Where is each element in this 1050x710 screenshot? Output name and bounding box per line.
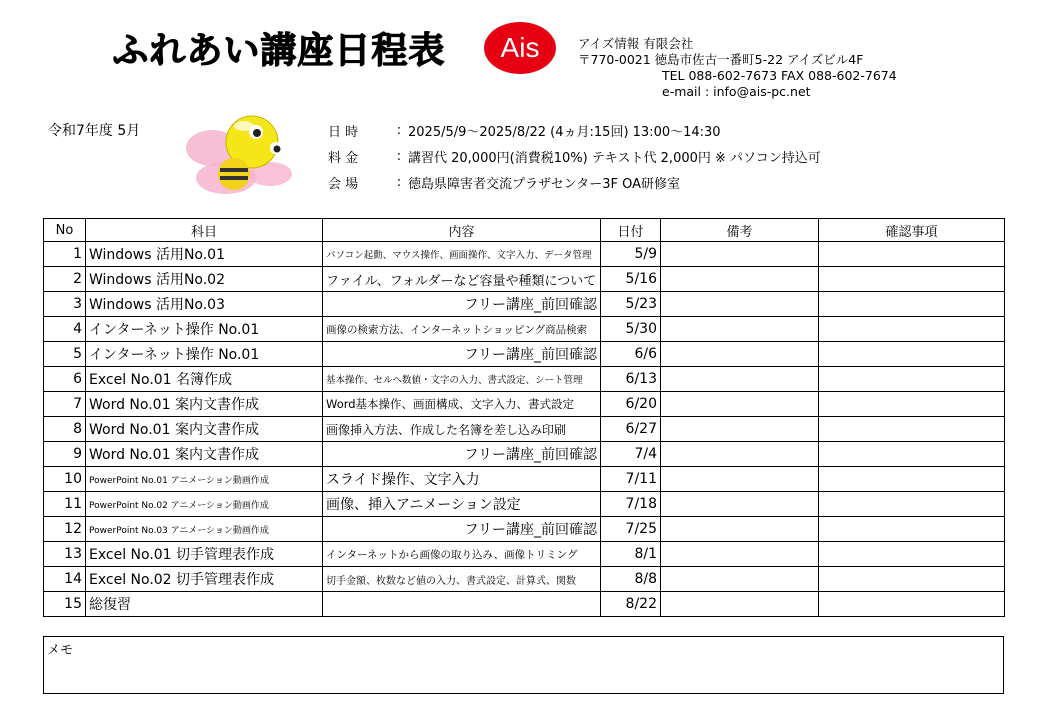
row-confirmation xyxy=(819,442,1005,467)
table-row xyxy=(44,317,1005,342)
row-no: 8 xyxy=(44,417,86,442)
row-date: 8/8 xyxy=(601,567,661,592)
row-no: 15 xyxy=(44,592,86,617)
row-content: スライド操作、文字入力 xyxy=(323,467,601,492)
row-no: 1 xyxy=(44,242,86,267)
row-subject: Word No.01 案内文書作成 xyxy=(86,392,323,417)
row-confirmation xyxy=(819,242,1005,267)
row-no: 11 xyxy=(44,492,86,517)
row-subject: Excel No.02 切手管理表作成 xyxy=(86,567,323,592)
table-header-row xyxy=(44,219,1005,242)
row-confirmation xyxy=(819,317,1005,342)
row-remarks xyxy=(661,442,819,467)
header-confirmation: 確認事項 xyxy=(819,219,1005,242)
row-no: 13 xyxy=(44,542,86,567)
table-row xyxy=(44,292,1005,317)
row-remarks xyxy=(661,517,819,542)
row-date: 8/22 xyxy=(601,592,661,617)
row-content: 切手金額、枚数など値の入力、書式設定、計算式、関数 xyxy=(323,567,601,592)
row-no: 5 xyxy=(44,342,86,367)
row-remarks xyxy=(661,242,819,267)
row-date: 5/30 xyxy=(601,317,661,342)
table-row xyxy=(44,392,1005,417)
row-remarks xyxy=(661,367,819,392)
row-remarks xyxy=(661,342,819,367)
row-subject: Windows 活用No.01 xyxy=(86,242,323,267)
row-date: 6/20 xyxy=(601,392,661,417)
row-remarks xyxy=(661,292,819,317)
row-remarks xyxy=(661,267,819,292)
table-row xyxy=(44,467,1005,492)
info-fee-label: 料 金 xyxy=(328,150,359,166)
row-remarks xyxy=(661,567,819,592)
row-content: フリー講座_前回確認 xyxy=(323,292,601,317)
company-name: アイズ情報 有限会社 xyxy=(578,36,694,51)
company-email: e-mail : info@ais-pc.net xyxy=(662,84,811,99)
row-confirmation xyxy=(819,342,1005,367)
schedule-table xyxy=(43,218,1005,617)
row-remarks xyxy=(661,417,819,442)
row-date: 6/13 xyxy=(601,367,661,392)
row-subject: PowerPoint No.03 アニメーション動画作成 xyxy=(86,517,323,542)
row-date: 8/1 xyxy=(601,542,661,567)
row-no: 12 xyxy=(44,517,86,542)
row-no: 14 xyxy=(44,567,86,592)
table-row xyxy=(44,342,1005,367)
info-schedule-label: 日 時 xyxy=(328,124,359,140)
table-row xyxy=(44,567,1005,592)
row-content: Word基本操作、画面構成、文字入力、書式設定 xyxy=(323,392,601,417)
row-no: 3 xyxy=(44,292,86,317)
row-date: 5/9 xyxy=(601,242,661,267)
row-remarks xyxy=(661,542,819,567)
header-remarks: 備考 xyxy=(661,219,819,242)
row-subject: PowerPoint No.02 アニメーション動画作成 xyxy=(86,492,323,517)
row-confirmation xyxy=(819,542,1005,567)
row-subject: Windows 活用No.03 xyxy=(86,292,323,317)
row-subject: Excel No.01 切手管理表作成 xyxy=(86,542,323,567)
info-schedule: 日 時 : 2025/5/9〜2025/8/22 (4ヵ月:15回) 13:00〜14:30 xyxy=(328,122,721,140)
table-row xyxy=(44,492,1005,517)
row-remarks xyxy=(661,492,819,517)
row-subject: Windows 活用No.02 xyxy=(86,267,323,292)
row-confirmation xyxy=(819,592,1005,617)
header-no: No xyxy=(44,219,86,242)
row-confirmation xyxy=(819,292,1005,317)
bee-mascot-icon xyxy=(182,112,300,196)
row-no: 9 xyxy=(44,442,86,467)
row-no: 4 xyxy=(44,317,86,342)
header-subject: 科目 xyxy=(86,219,323,242)
row-date: 6/27 xyxy=(601,417,661,442)
row-confirmation xyxy=(819,267,1005,292)
row-subject: 総復習 xyxy=(86,592,323,617)
row-confirmation xyxy=(819,392,1005,417)
row-no: 6 xyxy=(44,367,86,392)
row-no: 7 xyxy=(44,392,86,417)
row-content: 基本操作、セルへ数値・文字の入力、書式設定、シート管理 xyxy=(323,367,601,392)
row-date: 7/11 xyxy=(601,467,661,492)
row-date: 5/23 xyxy=(601,292,661,317)
row-confirmation xyxy=(819,367,1005,392)
row-subject: インターネット操作 No.01 xyxy=(86,342,323,367)
row-content: パソコン起動、マウス操作、画面操作、文字入力、データ管理 xyxy=(323,242,601,267)
row-content xyxy=(323,592,601,617)
table-row xyxy=(44,267,1005,292)
course-info xyxy=(328,117,821,195)
row-remarks xyxy=(661,317,819,342)
row-confirmation xyxy=(819,417,1005,442)
row-content: ファイル、フォルダーなど容量や種類について xyxy=(323,267,601,292)
info-schedule-value: 2025/5/9〜2025/8/22 (4ヵ月:15回) 13:00〜14:30 xyxy=(408,124,721,140)
info-venue: 会 場 : 徳島県障害者交流プラザセンター3F OA研修室 xyxy=(328,174,680,192)
row-content: 画像、挿入アニメーション設定 xyxy=(323,492,601,517)
header-content: 内容 xyxy=(323,219,601,242)
row-date: 7/25 xyxy=(601,517,661,542)
table-row xyxy=(44,417,1005,442)
row-subject: インターネット操作 No.01 xyxy=(86,317,323,342)
row-remarks xyxy=(661,592,819,617)
row-no: 2 xyxy=(44,267,86,292)
table-row xyxy=(44,592,1005,617)
memo-label: メモ xyxy=(47,643,74,658)
info-fee-value: 講習代 20,000円(消費税10%) テキスト代 2,000円 ※ パソコン持込可 xyxy=(408,150,821,166)
header-date: 日付 xyxy=(601,219,661,242)
row-date: 6/6 xyxy=(601,342,661,367)
row-confirmation xyxy=(819,517,1005,542)
info-fee: 料 金 : 講習代 20,000円(消費税10%) テキスト代 2,000円 ※ パソコン持込可 xyxy=(328,148,821,166)
row-content: フリー講座_前回確認 xyxy=(323,442,601,467)
row-content: 画像挿入方法、作成した名簿を差し込み印刷 xyxy=(323,417,601,442)
info-venue-value: 徳島県障害者交流プラザセンター3F OA研修室 xyxy=(408,176,680,192)
company-info xyxy=(578,36,897,100)
row-content: 画像の検索方法、インターネットショッピング商品検索 xyxy=(323,317,601,342)
row-subject: Excel No.01 名簿作成 xyxy=(86,367,323,392)
row-content: インターネットから画像の取り込み、画像トリミング xyxy=(323,542,601,567)
row-content: フリー講座_前回確認 xyxy=(323,342,601,367)
table-row xyxy=(44,542,1005,567)
row-subject: PowerPoint No.01 アニメーション動画作成 xyxy=(86,467,323,492)
row-remarks xyxy=(661,467,819,492)
table-row xyxy=(44,242,1005,267)
row-remarks xyxy=(661,392,819,417)
table-row xyxy=(44,442,1005,467)
company-tel-fax: TEL 088-602-7673 FAX 088-602-7674 xyxy=(662,68,897,83)
memo-box xyxy=(43,636,1004,694)
row-confirmation xyxy=(819,467,1005,492)
row-subject: Word No.01 案内文書作成 xyxy=(86,442,323,467)
info-venue-label: 会 場 xyxy=(328,176,359,192)
row-subject: Word No.01 案内文書作成 xyxy=(86,417,323,442)
row-confirmation xyxy=(819,492,1005,517)
row-date: 7/18 xyxy=(601,492,661,517)
company-address: 〒770-0021 徳島市佐古一番町5-22 アイズビル4F xyxy=(578,52,864,67)
table-row xyxy=(44,367,1005,392)
row-no: 10 xyxy=(44,467,86,492)
row-date: 7/4 xyxy=(601,442,661,467)
page-title: ふれあい講座日程表 xyxy=(112,30,446,71)
row-content: フリー講座_前回確認 xyxy=(323,517,601,542)
fiscal-period: 令和7年度 5月 xyxy=(48,123,141,139)
row-date: 5/16 xyxy=(601,267,661,292)
company-logo: Ais xyxy=(484,22,556,74)
row-confirmation xyxy=(819,567,1005,592)
table-row xyxy=(44,517,1005,542)
